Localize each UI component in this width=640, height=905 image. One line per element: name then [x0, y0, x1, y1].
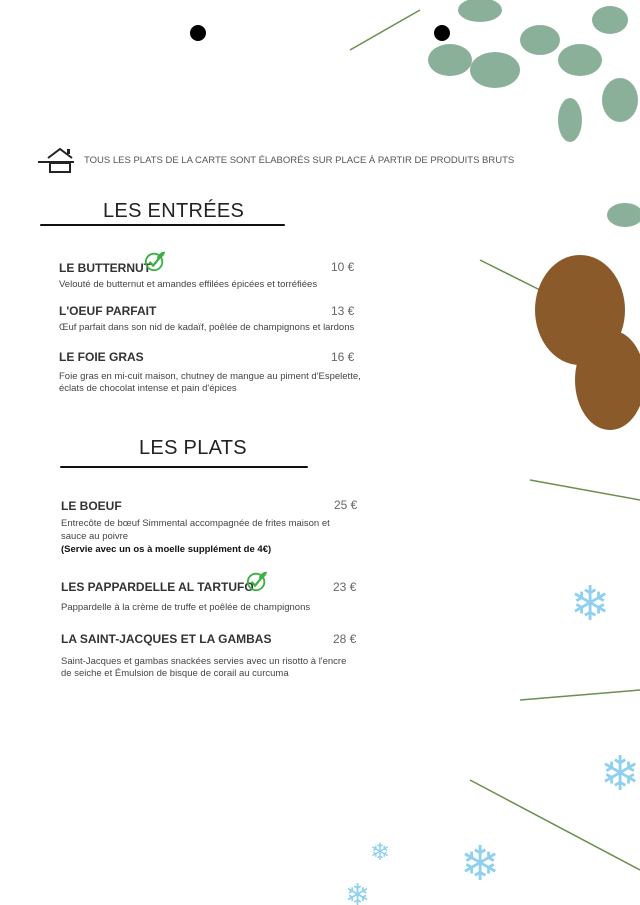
dish-price: 25 € — [334, 498, 358, 512]
vegetarian-leaf-check-icon — [246, 570, 268, 592]
dish-description-line2: sauce au poivre — [61, 531, 129, 542]
section-title-plats: LES PLATS — [139, 437, 247, 459]
dish-name: LE BUTTERNUT — [59, 261, 151, 275]
dish-price: 28 € — [333, 632, 357, 646]
svg-text:❄: ❄ — [345, 879, 371, 905]
dish-price: 10 € — [331, 260, 355, 274]
dish-price: 16 € — [331, 350, 355, 364]
dish-description: Velouté de butternut et amandes effilées épicées et torréfiées — [59, 279, 318, 290]
homemade-notice: TOUS LES PLATS DE LA CARTE SONT ÉLABORÉS SUR PLACE À PARTIR DE PRODUITS BRUTS — [84, 155, 515, 166]
decorative-dot — [190, 25, 206, 41]
svg-text:❄: ❄ — [570, 578, 611, 631]
dish-description: Foie gras en mi-cuit maison, chutney de mangue au piment d'Espelette, — [59, 371, 361, 382]
section-title-entrees: LES ENTRÉES — [103, 200, 245, 222]
winter-foliage-decoration — [330, 0, 640, 905]
svg-text:❄: ❄ — [460, 838, 501, 891]
house-made-icon — [38, 146, 74, 174]
dish-description-line2: éclats de chocolat intense et pain d'épices — [59, 383, 237, 394]
dish-name: LA SAINT-JACQUES ET LA GAMBAS — [61, 632, 272, 646]
svg-text:❄: ❄ — [600, 748, 640, 801]
svg-text:❄: ❄ — [370, 839, 391, 866]
section-divider — [40, 224, 285, 226]
dish-description: Pappardelle à la crème de truffe et poêlée de champignons — [61, 602, 311, 613]
dish-note: (Servie avec un os à moelle supplément de 4€) — [61, 544, 272, 555]
dish-name: LE BOEUF — [61, 499, 122, 513]
dish-description: Entrecôte de bœuf Simmental accompagnée de frites maison et — [61, 518, 330, 529]
dish-description: Œuf parfait dans son nid de kadaïf, poêlée de champignons et lardons — [59, 322, 355, 333]
dish-name: LES PAPPARDELLE AL TARTUFO — [61, 580, 254, 594]
dish-price: 23 € — [333, 580, 357, 594]
dish-price: 13 € — [331, 304, 355, 318]
dish-description-line2: de seiche et Émulsion de bisque de corail au curcuma — [61, 668, 289, 679]
section-divider — [60, 466, 308, 468]
vegetarian-leaf-check-icon — [144, 250, 166, 272]
dish-description: Saint-Jacques et gambas snackées servies avec un risotto à l'encre — [61, 656, 347, 667]
decorative-dot — [434, 25, 450, 41]
dish-name: L'OEUF PARFAIT — [59, 304, 157, 318]
dish-name: LE FOIE GRAS — [59, 350, 144, 364]
